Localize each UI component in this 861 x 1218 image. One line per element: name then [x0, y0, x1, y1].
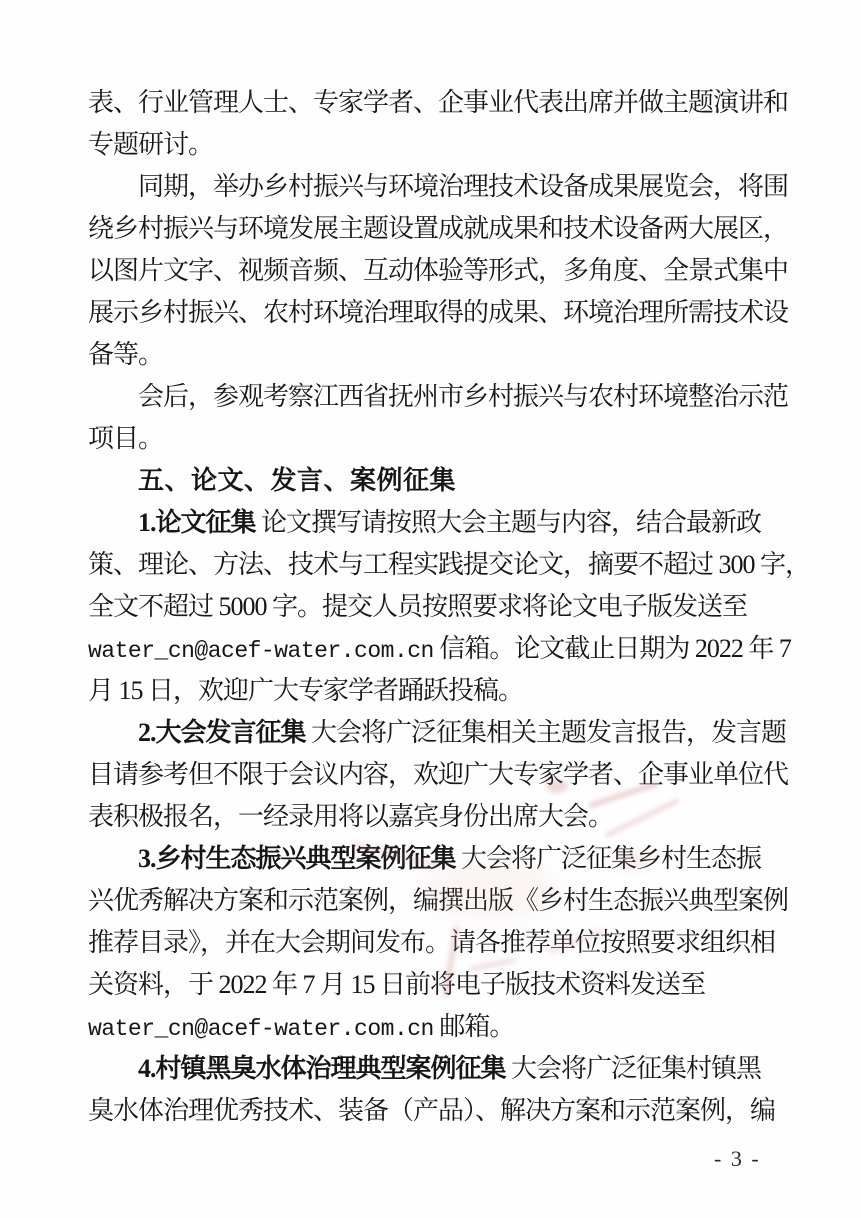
text-line	[88, 82, 789, 124]
bold-lead-text: 1.论文征集	[138, 508, 256, 537]
text-line	[88, 502, 782, 544]
text-line	[88, 250, 789, 292]
text-segment: 月 15 日，欢迎广大专家学者踊跃投稿。	[88, 676, 524, 705]
email-text: water_cn@acef-water.com.cn	[88, 1016, 434, 1042]
text-segment: 同期，举办乡村振兴与环境治理技术设备成果展览会，将围	[138, 172, 789, 201]
text-line	[88, 754, 789, 796]
text-segment: 绕乡村振兴与环境发展主题设置成就成果和技术设备两大展区，	[88, 214, 789, 243]
text-segment: 专题研讨。	[88, 130, 214, 159]
text-line	[88, 586, 782, 628]
bold-lead-text: 五、论文、发言、案例征集	[138, 466, 457, 496]
text-line	[88, 964, 782, 1006]
section-heading	[88, 460, 782, 502]
text-line	[88, 880, 789, 922]
text-line	[88, 334, 782, 376]
text-segment: 策、理论、方法、技术与工程实践提交论文，摘要不超过 300 字，	[88, 550, 811, 579]
text-segment: 臭水体治理优秀技术、装备（产品）、解决方案和示范案例，编	[88, 1096, 776, 1125]
text-segment: 表积极报名，一经录用将以嘉宾身份出席大会。	[88, 802, 614, 831]
text-line	[88, 628, 791, 670]
text-segment: 目请参考但不限于会议内容，欢迎广大专家学者、企事业单位代	[88, 760, 789, 789]
text-segment: 展示乡村振兴、农村环境治理取得的成果、环境治理所需技术设	[88, 298, 789, 327]
text-line	[88, 670, 782, 712]
text-line	[88, 418, 782, 460]
text-segment: 大会将广泛征集相关主题发言报告，发言题	[305, 718, 787, 747]
bold-lead-text: 3.乡村生态振兴典型案例征集	[138, 844, 456, 873]
text-segment: 信箱。论文截止日期为 2022 年 7	[433, 634, 791, 663]
text-segment: 推荐目录》，并在大会期间发布。请各推荐单位按照要求组织相	[88, 928, 776, 957]
bold-lead-text: 2.大会发言征集	[138, 718, 306, 747]
text-line	[88, 796, 782, 838]
text-line	[88, 838, 782, 880]
text-line	[88, 166, 789, 208]
email-text: water_cn@acef-water.com.cn	[88, 638, 434, 664]
text-segment: 大会将广泛征集村镇黑	[505, 1054, 762, 1083]
document-lines	[88, 82, 811, 1132]
text-line	[88, 922, 782, 964]
text-line	[88, 124, 782, 166]
text-line	[88, 292, 789, 334]
text-segment: 论文撰写请按照大会主题与内容，结合最新政	[255, 508, 762, 537]
text-segment: 兴优秀解决方案和示范案例，编撰出版《乡村生态振兴典型案例	[88, 886, 789, 915]
text-segment: 项目。	[88, 424, 164, 453]
text-segment: 备等。	[88, 340, 164, 369]
text-line	[88, 1048, 782, 1090]
text-segment: 表、行业管理人士、专家学者、企事业代表出席并做主题演讲和	[88, 88, 789, 117]
text-line	[88, 208, 789, 250]
text-line	[88, 376, 789, 418]
text-segment: 邮箱。	[433, 1012, 515, 1041]
text-segment: 会后，参观考察江西省抚州市乡村振兴与农村环境整治示范	[138, 382, 789, 411]
text-line	[88, 544, 811, 586]
text-line	[88, 712, 787, 754]
text-segment: 全文不超过 5000 字。提交人员按照要求将论文电子版发送至	[88, 592, 748, 621]
page-number: - 3 -	[714, 1146, 761, 1171]
text-segment: 以图片文字、视频音频、互动体验等形式，多角度、全景式集中	[88, 256, 789, 285]
text-line	[88, 1090, 782, 1132]
text-segment: 关资料，于 2022 年 7 月 15 日前将电子版技术资料发送至	[88, 970, 706, 999]
text-segment: 大会将广泛征集乡村生态振	[455, 844, 762, 873]
bold-lead-text: 4.村镇黑臭水体治理典型案例征集	[138, 1054, 506, 1083]
text-line	[88, 1006, 782, 1048]
